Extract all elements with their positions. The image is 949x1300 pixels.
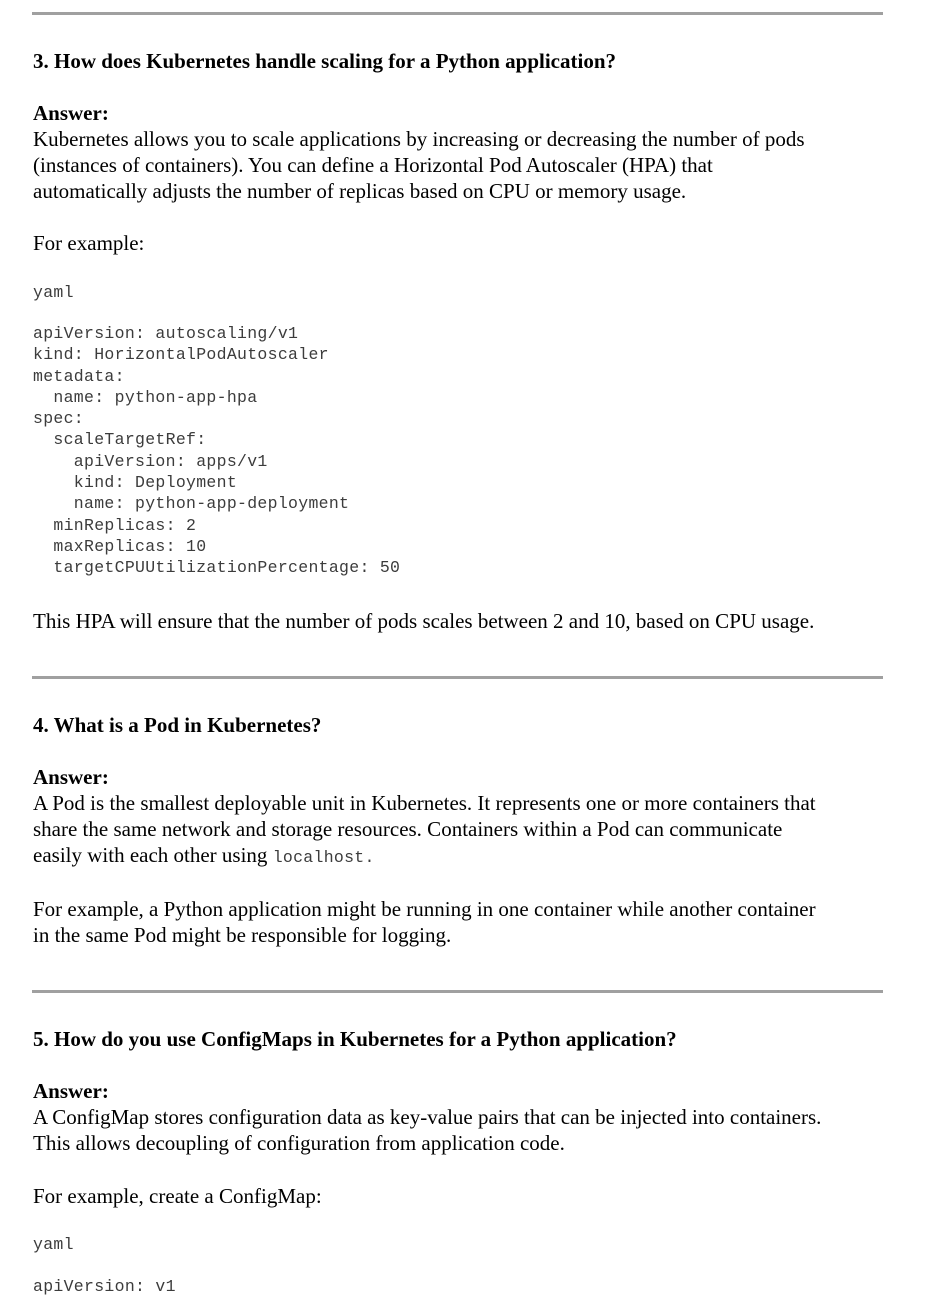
question-3-heading: 3. How does Kubernetes handle scaling for a Python application?	[33, 49, 616, 73]
answer-label: Answer:	[33, 765, 109, 789]
answer-line: A Pod is the smallest deployable unit in Kubernetes. It represents one or more containers that	[33, 791, 816, 815]
example-intro: For example:	[33, 231, 145, 255]
answer-line: automatically adjusts the number of replicas based on CPU or memory usage.	[33, 179, 687, 203]
answer-3-text	[33, 126, 893, 204]
example-line: in the same Pod might be responsible for logging.	[33, 923, 452, 947]
example-4-text	[33, 896, 893, 948]
answer-5-text	[33, 1104, 893, 1156]
hpa-yaml-code-block: apiVersion: autoscaling/v1 kind: HorizontalPodAutoscaler metadata: name: python-app-hpa spec: scaleTargetRef: apiVersion: apps/v1 kind: Deployment name: python-app-deployment minReplicas: 2 maxReplicas: 10 targetCPUUtilizationPercentage: 50	[33, 324, 401, 578]
example-line: For example, a Python application might be running in one container while another container	[33, 897, 816, 921]
answer-line: A ConfigMap stores configuration data as key-value pairs that can be injected into containers.	[33, 1105, 822, 1129]
answer-line: (instances of containers). You can define a Horizontal Pod Autoscaler (HPA) that	[33, 153, 713, 177]
section-divider-top	[32, 12, 883, 15]
answer-line: share the same network and storage resources. Containers within a Pod can communicate	[33, 817, 783, 841]
code-language-label: yaml	[33, 283, 74, 302]
configmap-yaml-code-block: apiVersion: v1	[33, 1277, 176, 1296]
question-5-heading: 5. How do you use ConfigMaps in Kubernetes for a Python application?	[33, 1027, 677, 1051]
answer-line-with-code	[33, 842, 893, 871]
answer-4-text	[33, 790, 893, 871]
answer-line: easily with each other using	[33, 843, 273, 867]
hpa-conclusion: This HPA will ensure that the number of pods scales between 2 and 10, based on CPU usage.	[33, 609, 815, 633]
question-4-heading: 4. What is a Pod in Kubernetes?	[33, 713, 322, 737]
answer-line: This allows decoupling of configuration from application code.	[33, 1131, 565, 1155]
inline-code-localhost: localhost	[272, 848, 365, 867]
section-divider	[32, 990, 883, 993]
section-divider	[32, 676, 883, 679]
answer-line: Kubernetes allows you to scale applications by increasing or decreasing the number of pods	[33, 127, 805, 151]
code-language-label: yaml	[33, 1235, 74, 1254]
inline-suffix: .	[364, 848, 375, 867]
example-intro: For example, create a ConfigMap:	[33, 1184, 322, 1208]
answer-label: Answer:	[33, 1079, 109, 1103]
answer-label: Answer:	[33, 101, 109, 125]
